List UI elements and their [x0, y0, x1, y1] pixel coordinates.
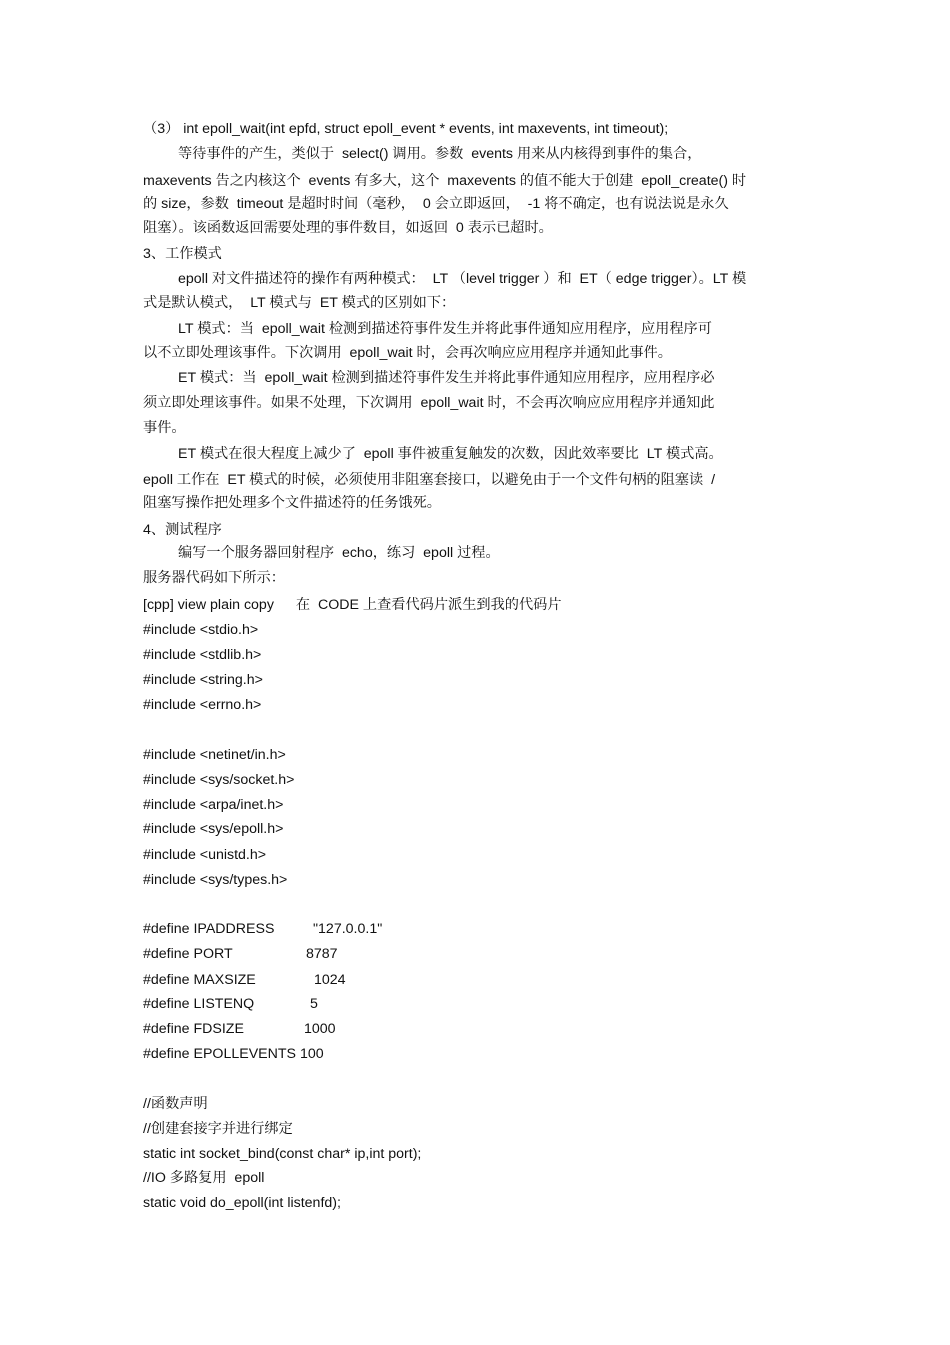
code-line: #include <sys/socket.h>: [143, 772, 295, 788]
define-line: [143, 970, 346, 990]
para-line: ET 模式：当 epoll_wait 检测到描述符事件发生并将此事件通知应用程序，应用程序必: [178, 370, 715, 386]
define-value: "127.0.0.1": [313, 921, 383, 937]
para-line: 阻塞）。该函数返回需要处理的事件数目，如返回 0 表示已超时。: [143, 220, 553, 236]
para-line: ET 模式在很大程度上减少了 epoll 事件被重复触发的次数，因此效率要比 LT 模式高。: [178, 446, 723, 462]
code-comment: //函数声明: [143, 1096, 208, 1112]
code-line: #include <errno.h>: [143, 697, 262, 713]
para-line: 事件。: [143, 420, 186, 436]
define-value: 1000: [304, 1021, 336, 1037]
code-line: static void do_epoll(int listenfd);: [143, 1195, 341, 1211]
define-line: [143, 1019, 336, 1039]
define-name: #define FDSIZE: [143, 1021, 244, 1037]
para-line: epoll 对文件描述符的操作有两种模式： LT （level trigger ）和 ET（ edge trigger）。LT 模: [178, 271, 747, 287]
define-value: 8787: [306, 946, 338, 962]
heading-test-program: 4、测试程序: [143, 522, 222, 538]
para-line: LT 模式：当 epoll_wait 检测到描述符事件发生并将此事件通知应用程序，应用程序可: [178, 321, 712, 337]
code-comment: //创建套接字并进行绑定: [143, 1121, 293, 1137]
para-line: 须立即处理该事件。如果不处理，下次调用 epoll_wait 时，不会再次响应应用程序并通知此: [143, 395, 715, 411]
define-line: [143, 1044, 324, 1064]
code-toolbar-tail[interactable]: 在 CODE 上查看代码片派生到我的代码片: [295, 597, 562, 613]
code-line: #include <arpa/inet.h>: [143, 797, 284, 813]
para-line: 服务器代码如下所示：: [143, 570, 285, 586]
heading-work-mode: 3、工作模式: [143, 246, 222, 262]
code-comment: //IO 多路复用 epoll: [143, 1170, 265, 1186]
code-toolbar: [143, 595, 562, 615]
code-line: #include <string.h>: [143, 672, 263, 688]
para-line: epoll 工作在 ET 模式的时候，必须使用非阻塞套接口，以避免由于一个文件句柄的阻塞读 /: [143, 472, 716, 488]
para-line: 式是默认模式， LT 模式与 ET 模式的区别如下：: [143, 295, 456, 311]
define-line: [143, 994, 318, 1014]
define-value: 5: [310, 996, 318, 1012]
section-3-heading: （3） int epoll_wait(int epfd, struct epoll_event * events, int maxevents, int timeout);: [143, 121, 669, 137]
para-line: maxevents 告之内核这个 events 有多大，这个 maxevents 的值不能大于创建 epoll_create() 时: [143, 173, 747, 189]
define-name: #define IPADDRESS: [143, 921, 275, 937]
code-line: #include <sys/types.h>: [143, 872, 288, 888]
para-line: 以不立即处理该事件。下次调用 epoll_wait 时，会再次响应应用程序并通知此事件。: [143, 345, 672, 361]
define-value: 1024: [314, 972, 346, 988]
code-line: #include <sys/epoll.h>: [143, 821, 284, 837]
define-value: 100: [299, 1046, 324, 1062]
code-line: #include <stdlib.h>: [143, 647, 262, 663]
para-line: 阻塞写操作把处理多个文件描述符的任务饿死。: [143, 495, 441, 511]
code-line: #include <unistd.h>: [143, 847, 267, 863]
para-line: 的 size，参数 timeout 是超时时间（毫秒， 0 会立即返回， -1 将不确定，也有说法说是永久: [143, 196, 729, 212]
define-name: #define LISTENQ: [143, 996, 255, 1012]
cpp-view-plain-copy-link[interactable]: [cpp] view plain copy: [143, 597, 274, 613]
code-line: #include <stdio.h>: [143, 622, 259, 638]
code-line: #include <netinet/in.h>: [143, 747, 286, 763]
code-line: static int socket_bind(const char* ip,int port);: [143, 1146, 422, 1162]
define-name: #define MAXSIZE: [143, 972, 256, 988]
define-name: #define PORT: [143, 946, 233, 962]
para-line: 等待事件的产生，类似于 select() 调用。参数 events 用来从内核得到事件的集合，: [178, 146, 702, 162]
define-name: #define EPOLLEVENTS: [143, 1046, 296, 1062]
define-line: [143, 919, 383, 939]
define-line: [143, 944, 338, 964]
para-line: 编写一个服务器回射程序 echo，练习 epoll 过程。: [178, 545, 500, 561]
